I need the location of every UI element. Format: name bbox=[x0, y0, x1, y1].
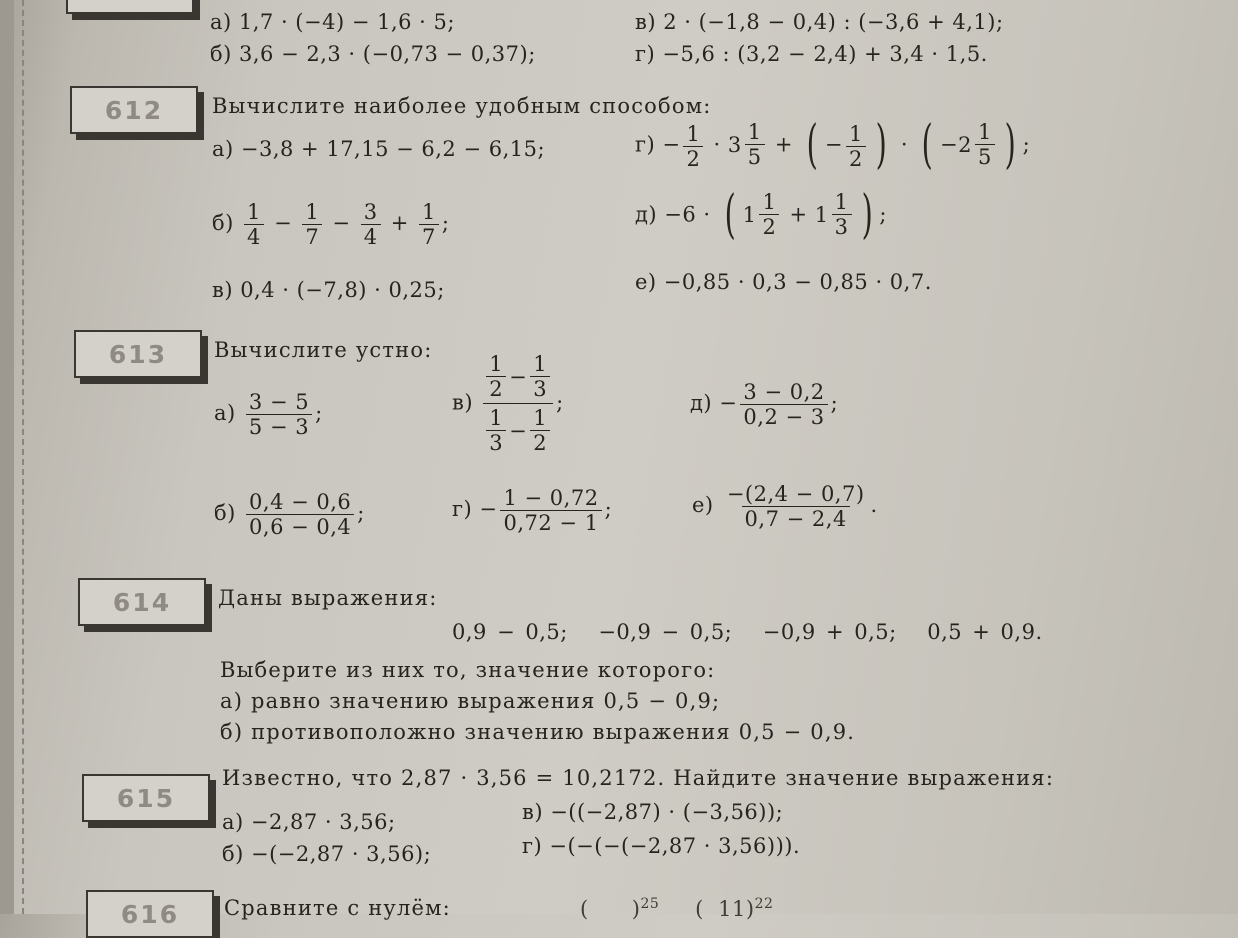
page-edge-shadow bbox=[0, 0, 14, 914]
problem-612-g: г) − $\frac{1}{2}$ · 3 $\frac{1}{5}$ + ( − $\frac{1}{2}$ ) · ( −2 $\frac{1}{5}$ ) ; bbox=[635, 115, 1031, 176]
prev-item-v: в) 2 · (−1,8 − 0,4) : (−3,6 + 4,1); bbox=[635, 10, 1004, 34]
problem-615-number-box: 615 bbox=[82, 774, 210, 822]
problem-612-d-label: д) bbox=[635, 202, 658, 227]
problem-611-number-box bbox=[66, 0, 194, 14]
problem-613-e: е) $\frac{-(2,4 - 0,7)}{0,7 - 2,4}$ . bbox=[692, 482, 878, 532]
prev-item-a: а) 1,7 · (−4) − 1,6 · 5; bbox=[210, 10, 455, 34]
fraction: $\frac{1}{7}$ bbox=[419, 200, 439, 249]
problem-612-d: д) −6 · ( 1 $\frac{1}{2}$ + 1 $\frac{1}{3}$ ) ; bbox=[635, 185, 887, 246]
problem-612-title: Вычислите наиболее удобным способом: bbox=[212, 94, 712, 118]
fraction: $\frac{0,4 - 0,6}{0,6 - 0,4}$ bbox=[246, 490, 354, 539]
fraction: $\frac{-(2,4 - 0,7)}{0,7 - 2,4}$ bbox=[726, 482, 865, 532]
prev-item-g: г) −5,6 : (3,2 − 2,4) + 3,4 · 1,5. bbox=[635, 42, 988, 66]
problem-613-d-label: д) bbox=[690, 391, 713, 416]
problem-612-number-box: 612 bbox=[70, 86, 198, 134]
problem-613-b: б) $\frac{0,4 - 0,6}{0,6 - 0,4}$ ; bbox=[214, 490, 365, 540]
fraction: $\frac{1 - 0,72}{0,72 - 1}$ bbox=[500, 486, 601, 535]
problem-613-b-label: б) bbox=[214, 501, 236, 526]
problem-616-partial-expression: ( )$^{25}$ ( 11)$^{22}$ bbox=[580, 896, 774, 921]
problem-614-a: а) равно значению выражения 0,5 − 0,9; bbox=[220, 689, 721, 713]
mixed-number: 1 $\frac{1}{2}$ bbox=[743, 190, 783, 239]
problem-615-g: г) −(−(−(−2,87 · 3,56))). bbox=[522, 834, 801, 858]
fraction: $\frac{1}{4}$ bbox=[244, 200, 264, 249]
problem-612-v: в) 0,4 · (−7,8) · 0,25; bbox=[212, 278, 445, 302]
fraction: $\frac{1}{7}$ bbox=[302, 200, 322, 249]
mixed-number: 3 $\frac{1}{5}$ bbox=[728, 120, 768, 169]
problem-614-question: Выберите из них то, значение которого: bbox=[220, 658, 716, 682]
problem-613-a: а) $\frac{3 - 5}{5 - 3}$ ; bbox=[214, 390, 323, 440]
problem-616-title: Сравните с нулём: bbox=[224, 896, 451, 920]
problem-615-v: в) −((−2,87) · (−3,56)); bbox=[522, 800, 784, 824]
margin-dashed-line bbox=[22, 0, 24, 914]
mixed-number: 2 $\frac{1}{5}$ bbox=[958, 120, 998, 169]
fraction: $\frac{3}{4}$ bbox=[361, 200, 381, 249]
problem-615-title: Известно, что 2,87 · 3,56 = 10,2172. Найдите значение выражения: bbox=[222, 766, 1055, 790]
problem-613-title: Вычислите устно: bbox=[214, 338, 433, 362]
problem-613-a-label: а) bbox=[214, 401, 236, 426]
problem-612-b-label: б) bbox=[212, 211, 234, 236]
problem-612-a: а) −3,8 + 17,15 − 6,2 − 6,15; bbox=[212, 137, 546, 161]
problem-616-number-box: 616 bbox=[86, 890, 214, 938]
problem-613-v-label: в) bbox=[452, 390, 474, 415]
problem-614-number-box: 614 bbox=[78, 578, 206, 626]
fraction: $\frac{3 - 0,2}{0,2 - 3}$ bbox=[740, 380, 827, 429]
problem-615-a: а) −2,87 · 3,56; bbox=[222, 810, 396, 834]
prev-item-b: б) 3,6 − 2,3 · (−0,73 − 0,37); bbox=[210, 42, 536, 66]
fraction: $\frac{1}{2}$ bbox=[846, 122, 866, 171]
problem-614-b: б) противоположно значению выражения 0,5 − 0,9. bbox=[220, 720, 856, 744]
problem-613-number-box: 613 bbox=[74, 330, 202, 378]
fraction: $\frac{3 - 5}{5 - 3}$ bbox=[246, 390, 312, 439]
problem-612-g-label: г) bbox=[635, 132, 656, 157]
problem-614-title: Даны выражения: bbox=[218, 586, 438, 610]
complex-fraction: $\frac{1}{2}$ − $\frac{1}{3}$ $\frac{1}{3}$ − $\frac{1}{2}$ bbox=[483, 352, 553, 456]
fraction: $\frac{1}{2}$ bbox=[683, 122, 703, 171]
problem-612-e: е) −0,85 · 0,3 − 0,85 · 0,7. bbox=[635, 270, 932, 294]
problem-612-b: б) $\frac{1}{4}$ − $\frac{1}{7}$ − $\frac{3}{4}$ + $\frac{1}{7}$ ; bbox=[212, 200, 450, 250]
problem-613-g-label: г) bbox=[452, 497, 473, 522]
problem-613-d: д) − $\frac{3 - 0,2}{0,2 - 3}$ ; bbox=[690, 380, 839, 430]
problem-613-g: г) − $\frac{1 - 0,72}{0,72 - 1}$ ; bbox=[452, 486, 613, 536]
problem-614-expressions: 0,9 − 0,5; −0,9 − 0,5; −0,9 + 0,5; 0,5 + 0,9. bbox=[452, 620, 1043, 644]
problem-613-v: в) $\frac{1}{2}$ − $\frac{1}{3}$ $\frac{1}{3}$ − $\frac{1}{2}$ ; bbox=[452, 352, 564, 456]
mixed-number: 1 $\frac{1}{3}$ bbox=[815, 190, 855, 239]
problem-615-b: б) −(−2,87 · 3,56); bbox=[222, 842, 432, 866]
problem-613-e-label: е) bbox=[692, 493, 714, 518]
